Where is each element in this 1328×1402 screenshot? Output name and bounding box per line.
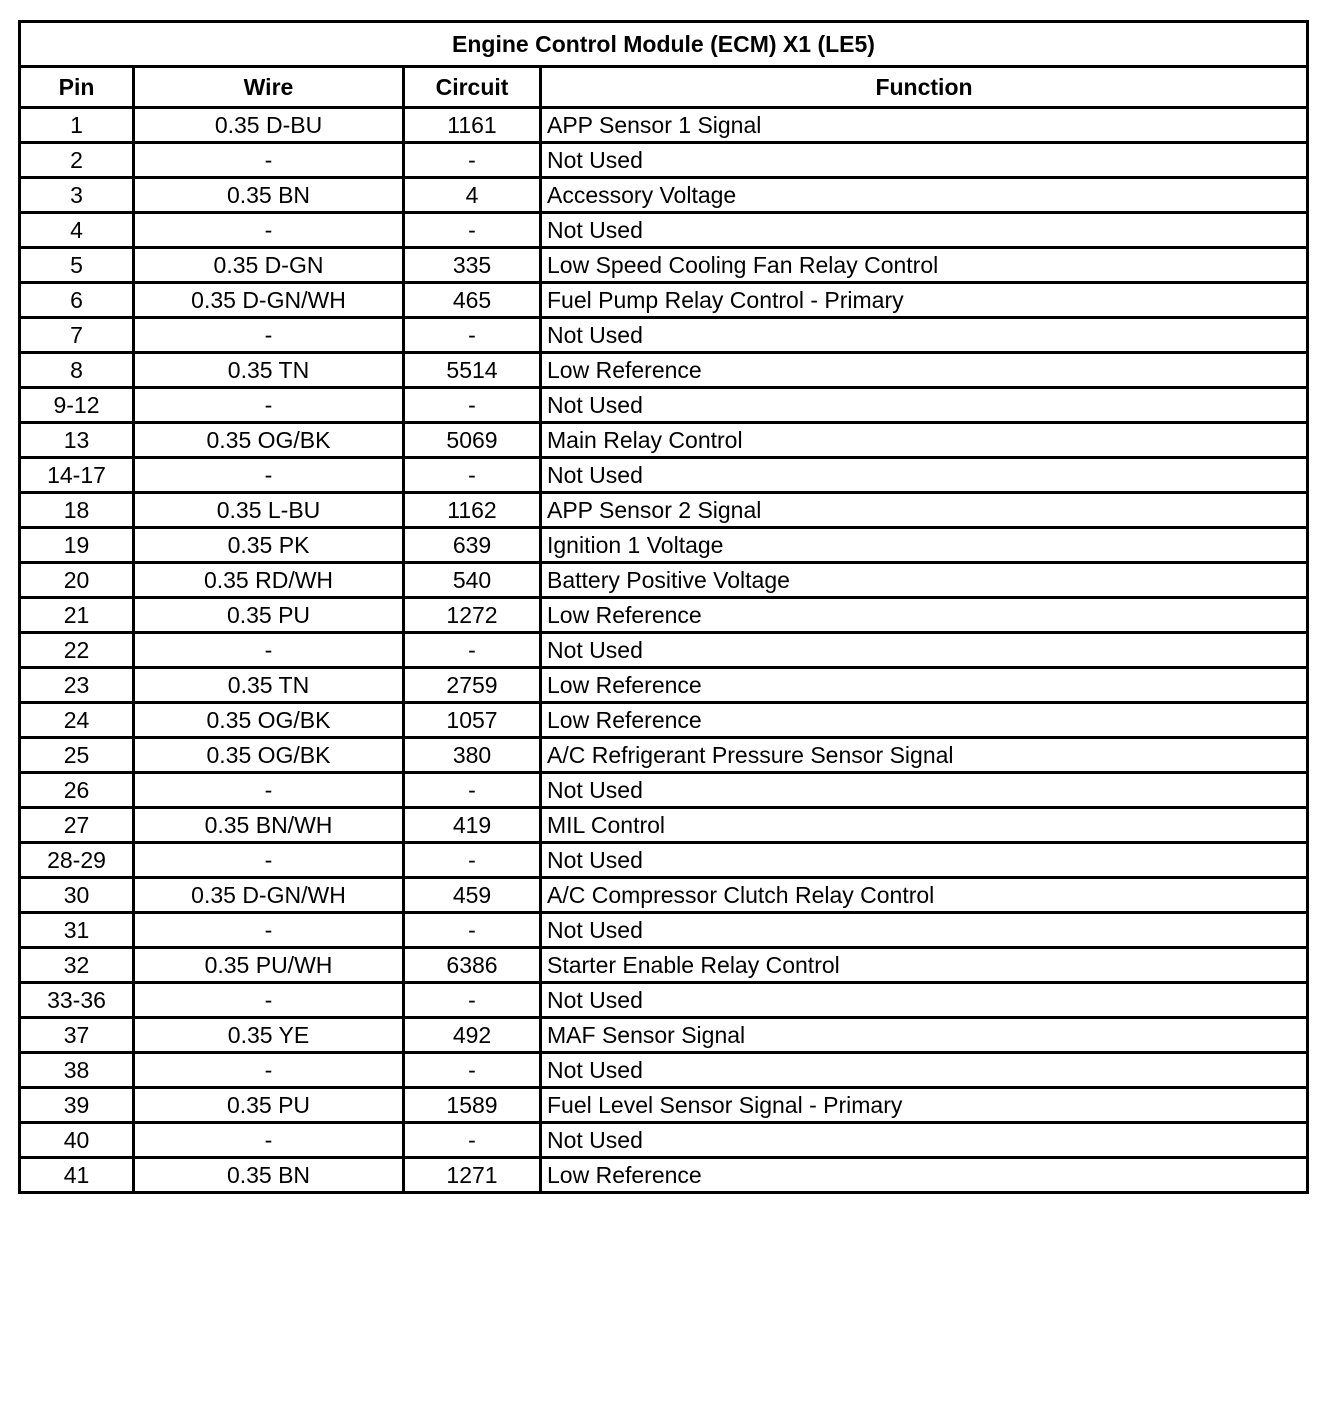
circuit-cell: 1272 — [404, 598, 541, 633]
wire-cell: 0.35 TN — [134, 668, 404, 703]
pin-cell: 30 — [20, 878, 134, 913]
circuit-cell: 1589 — [404, 1088, 541, 1123]
wire-cell: 0.35 BN — [134, 1158, 404, 1193]
wire-cell: 0.35 BN/WH — [134, 808, 404, 843]
function-cell: Not Used — [541, 388, 1308, 423]
pin-cell: 32 — [20, 948, 134, 983]
header-row — [20, 67, 1308, 108]
pin-cell: 41 — [20, 1158, 134, 1193]
pin-cell: 39 — [20, 1088, 134, 1123]
table-row — [20, 213, 1308, 248]
circuit-cell: 540 — [404, 563, 541, 598]
header-function: Function — [541, 67, 1308, 108]
function-cell: Main Relay Control — [541, 423, 1308, 458]
circuit-cell: - — [404, 213, 541, 248]
pin-cell: 21 — [20, 598, 134, 633]
pin-cell: 4 — [20, 213, 134, 248]
wire-cell: - — [134, 458, 404, 493]
function-cell: Not Used — [541, 143, 1308, 178]
pin-cell: 22 — [20, 633, 134, 668]
circuit-cell: - — [404, 143, 541, 178]
wire-cell: 0.35 PU — [134, 1088, 404, 1123]
circuit-cell: 1161 — [404, 108, 541, 143]
pin-cell: 5 — [20, 248, 134, 283]
pin-cell: 19 — [20, 528, 134, 563]
circuit-cell: 5514 — [404, 353, 541, 388]
circuit-cell: - — [404, 318, 541, 353]
function-cell: Accessory Voltage — [541, 178, 1308, 213]
table-row — [20, 668, 1308, 703]
table-row — [20, 983, 1308, 1018]
wire-cell: - — [134, 318, 404, 353]
table-row — [20, 948, 1308, 983]
function-cell: A/C Compressor Clutch Relay Control — [541, 878, 1308, 913]
function-cell: Not Used — [541, 1123, 1308, 1158]
wire-cell: - — [134, 913, 404, 948]
wire-cell: 0.35 PK — [134, 528, 404, 563]
pin-cell: 2 — [20, 143, 134, 178]
table-row — [20, 1158, 1308, 1193]
wire-cell: - — [134, 1123, 404, 1158]
table-body — [20, 108, 1308, 1193]
pin-cell: 25 — [20, 738, 134, 773]
circuit-cell: - — [404, 773, 541, 808]
table-row — [20, 1088, 1308, 1123]
table-row — [20, 773, 1308, 808]
wire-cell: - — [134, 213, 404, 248]
wire-cell: 0.35 YE — [134, 1018, 404, 1053]
pin-cell: 23 — [20, 668, 134, 703]
circuit-cell: 465 — [404, 283, 541, 318]
table-row — [20, 1053, 1308, 1088]
table-row — [20, 1018, 1308, 1053]
table-row — [20, 318, 1308, 353]
circuit-cell: 1162 — [404, 493, 541, 528]
circuit-cell: - — [404, 633, 541, 668]
table-row — [20, 423, 1308, 458]
table-row — [20, 108, 1308, 143]
table-row — [20, 633, 1308, 668]
function-cell: Not Used — [541, 318, 1308, 353]
function-cell: Not Used — [541, 1053, 1308, 1088]
pin-cell: 9-12 — [20, 388, 134, 423]
circuit-cell: - — [404, 843, 541, 878]
circuit-cell: 6386 — [404, 948, 541, 983]
function-cell: Low Reference — [541, 703, 1308, 738]
pin-cell: 18 — [20, 493, 134, 528]
function-cell: A/C Refrigerant Pressure Sensor Signal — [541, 738, 1308, 773]
wire-cell: 0.35 D-GN — [134, 248, 404, 283]
circuit-cell: 4 — [404, 178, 541, 213]
circuit-cell: - — [404, 913, 541, 948]
table-row — [20, 143, 1308, 178]
wire-cell: 0.35 D-GN/WH — [134, 283, 404, 318]
table-row — [20, 703, 1308, 738]
table-row — [20, 738, 1308, 773]
function-cell: Not Used — [541, 983, 1308, 1018]
wire-cell: - — [134, 143, 404, 178]
table-row — [20, 598, 1308, 633]
pin-cell: 33-36 — [20, 983, 134, 1018]
function-cell: Not Used — [541, 913, 1308, 948]
wire-cell: 0.35 D-GN/WH — [134, 878, 404, 913]
wire-cell: 0.35 PU/WH — [134, 948, 404, 983]
pin-cell: 27 — [20, 808, 134, 843]
function-cell: Not Used — [541, 213, 1308, 248]
table-row — [20, 1123, 1308, 1158]
wire-cell: - — [134, 773, 404, 808]
table-row — [20, 283, 1308, 318]
table-row — [20, 878, 1308, 913]
circuit-cell: 1057 — [404, 703, 541, 738]
circuit-cell: - — [404, 1123, 541, 1158]
function-cell: Fuel Pump Relay Control - Primary — [541, 283, 1308, 318]
pin-cell: 31 — [20, 913, 134, 948]
wire-cell: - — [134, 843, 404, 878]
header-wire: Wire — [134, 67, 404, 108]
circuit-cell: 639 — [404, 528, 541, 563]
pin-cell: 7 — [20, 318, 134, 353]
wire-cell: - — [134, 388, 404, 423]
pin-cell: 14-17 — [20, 458, 134, 493]
wire-cell: 0.35 L-BU — [134, 493, 404, 528]
table-row — [20, 458, 1308, 493]
pin-cell: 26 — [20, 773, 134, 808]
wire-cell: 0.35 OG/BK — [134, 703, 404, 738]
pin-cell: 3 — [20, 178, 134, 213]
pin-cell: 8 — [20, 353, 134, 388]
wire-cell: 0.35 OG/BK — [134, 423, 404, 458]
table-row — [20, 843, 1308, 878]
pin-cell: 20 — [20, 563, 134, 598]
pin-cell: 24 — [20, 703, 134, 738]
circuit-cell: 5069 — [404, 423, 541, 458]
table-row — [20, 913, 1308, 948]
header-pin: Pin — [20, 67, 134, 108]
circuit-cell: - — [404, 458, 541, 493]
circuit-cell: - — [404, 1053, 541, 1088]
table-row — [20, 353, 1308, 388]
function-cell: Low Reference — [541, 1158, 1308, 1193]
function-cell: Fuel Level Sensor Signal - Primary — [541, 1088, 1308, 1123]
pin-cell: 37 — [20, 1018, 134, 1053]
pinout-table — [18, 20, 1309, 1194]
circuit-cell: 1271 — [404, 1158, 541, 1193]
table-row — [20, 808, 1308, 843]
pin-cell: 38 — [20, 1053, 134, 1088]
table-row — [20, 248, 1308, 283]
wire-cell: 0.35 OG/BK — [134, 738, 404, 773]
circuit-cell: 459 — [404, 878, 541, 913]
circuit-cell: - — [404, 388, 541, 423]
pin-cell: 13 — [20, 423, 134, 458]
circuit-cell: 380 — [404, 738, 541, 773]
function-cell: MIL Control — [541, 808, 1308, 843]
wire-cell: - — [134, 983, 404, 1018]
table-row — [20, 528, 1308, 563]
function-cell: Battery Positive Voltage — [541, 563, 1308, 598]
function-cell: Not Used — [541, 773, 1308, 808]
wire-cell: 0.35 TN — [134, 353, 404, 388]
circuit-cell: 335 — [404, 248, 541, 283]
wire-cell: - — [134, 633, 404, 668]
function-cell: Low Speed Cooling Fan Relay Control — [541, 248, 1308, 283]
function-cell: Not Used — [541, 633, 1308, 668]
wire-cell: 0.35 BN — [134, 178, 404, 213]
wire-cell: 0.35 PU — [134, 598, 404, 633]
table-title: Engine Control Module (ECM) X1 (LE5) — [20, 22, 1308, 67]
wire-cell: 0.35 D-BU — [134, 108, 404, 143]
function-cell: Low Reference — [541, 598, 1308, 633]
function-cell: MAF Sensor Signal — [541, 1018, 1308, 1053]
pin-cell: 40 — [20, 1123, 134, 1158]
header-circuit: Circuit — [404, 67, 541, 108]
function-cell: Starter Enable Relay Control — [541, 948, 1308, 983]
connector-pinout-document — [18, 20, 1306, 1194]
circuit-cell: 419 — [404, 808, 541, 843]
pin-cell: 28-29 — [20, 843, 134, 878]
circuit-cell: 492 — [404, 1018, 541, 1053]
table-row — [20, 388, 1308, 423]
function-cell: APP Sensor 1 Signal — [541, 108, 1308, 143]
title-row — [20, 22, 1308, 67]
function-cell: Low Reference — [541, 668, 1308, 703]
wire-cell: 0.35 RD/WH — [134, 563, 404, 598]
pin-cell: 6 — [20, 283, 134, 318]
table-row — [20, 178, 1308, 213]
circuit-cell: 2759 — [404, 668, 541, 703]
table-row — [20, 493, 1308, 528]
function-cell: Not Used — [541, 458, 1308, 493]
function-cell: Low Reference — [541, 353, 1308, 388]
function-cell: Ignition 1 Voltage — [541, 528, 1308, 563]
wire-cell: - — [134, 1053, 404, 1088]
function-cell: APP Sensor 2 Signal — [541, 493, 1308, 528]
pin-cell: 1 — [20, 108, 134, 143]
function-cell: Not Used — [541, 843, 1308, 878]
table-row — [20, 563, 1308, 598]
circuit-cell: - — [404, 983, 541, 1018]
